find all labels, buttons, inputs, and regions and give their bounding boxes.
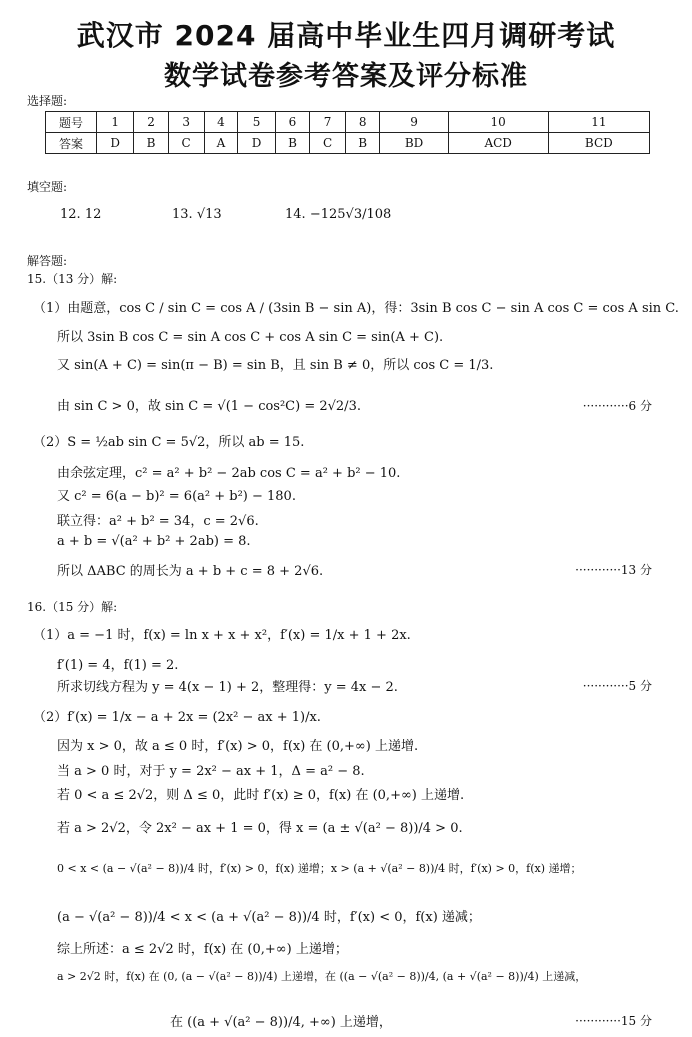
answer-cell: B [134, 133, 168, 154]
fill-label: 12. [60, 207, 81, 222]
row-label: 题号 [46, 112, 97, 133]
score-mark: ············15 分 [575, 1014, 652, 1028]
p15-line: 所以 3sin B cos C = sin A cos C + cos A sin C = sin(A + C). [57, 330, 444, 345]
answer-cell: B [345, 133, 379, 154]
p16-line: 若 a > 2√2，令 2x² − ax + 1 = 0，得 x = (a ± √(a² − 8))/4 > 0. [57, 821, 463, 836]
question-number: 6 [275, 112, 309, 133]
p16-line: 0 < x < (a − √(a² − 8))/4 时，f′(x) > 0，f(x) 递增；x > (a + √(a² − 8))/4 时，f′(x) > 0，f(x) 递增； [57, 862, 582, 875]
question-number: 7 [310, 112, 346, 133]
question-number-row [46, 112, 650, 133]
p15-line: 由余弦定理，c² = a² + b² − 2ab cos C = a² + b² − 10. [57, 466, 401, 481]
p15-line: 联立得：a² + b² = 34，c = 2√6. [57, 514, 259, 529]
title-line-2: 数学试卷参考答案及评分标准 [164, 61, 528, 92]
p15-line: 所以 ΔABC 的周长为 a + b + c = 8 + 2√6. [57, 564, 324, 579]
question-number: 3 [168, 112, 204, 133]
answer-row [46, 133, 650, 154]
p16-line: (a − √(a² − 8))/4 < x < (a + √(a² − 8))/4 时，f′(x) < 0，f(x) 递减； [57, 910, 481, 925]
fill-heading: 填空题: [27, 180, 68, 194]
p16-line: 因为 x > 0，故 a ≤ 0 时，f′(x) > 0，f(x) 在 (0,+∞) 上递增. [57, 739, 419, 754]
p15-line: a + b = √(a² + b² + 2ab) = 8. [57, 534, 251, 549]
row-label: 答案 [46, 133, 97, 154]
title-line-1: 武汉市 2024 届高中毕业生四月调研考试 [76, 19, 616, 52]
question-number: 1 [97, 112, 134, 133]
fill-item-13 [172, 207, 222, 222]
answer-cell: BCD [548, 133, 649, 154]
choice-heading: 选择题: [27, 94, 68, 108]
fill-value: 12 [84, 207, 102, 222]
question-number: 10 [448, 112, 548, 133]
answer-cell: D [97, 133, 134, 154]
score-mark: ············13 分 [575, 563, 652, 577]
answer-cell: D [238, 133, 275, 154]
p16-line: 在 ((a + √(a² − 8))/4, +∞) 上递增， [170, 1015, 392, 1030]
p16-line: 综上所述：a ≤ 2√2 时，f(x) 在 (0,+∞) 上递增； [57, 942, 348, 957]
p15-line: 又 sin(A + C) = sin(π − B) = sin B，且 sin B ≠ 0，所以 cos C = 1/3. [57, 358, 494, 373]
question-number: 8 [345, 112, 379, 133]
question-number: 2 [134, 112, 168, 133]
answer-cell: A [204, 133, 238, 154]
problem-16-header: 16.（15 分）解: [27, 600, 118, 614]
fill-value: −125√3/108 [309, 207, 392, 222]
fill-label: 14. [285, 207, 306, 222]
answer-table [45, 111, 650, 154]
p16-line: （1）a = −1 时，f(x) = ln x + x + x²，f′(x) = 1/x + 1 + 2x. [33, 628, 411, 643]
score-mark: ············6 分 [582, 399, 652, 413]
p15-line: 又 c² = 6(a − b)² = 6(a² + b²) − 180. [57, 489, 296, 504]
question-number: 4 [204, 112, 238, 133]
p16-line: 若 0 < a ≤ 2√2，则 Δ ≤ 0，此时 f′(x) ≥ 0，f(x) 在 (0,+∞) 上递增. [57, 788, 465, 803]
fill-item-12 [60, 207, 101, 222]
p16-line: f′(1) = 4，f(1) = 2. [57, 658, 179, 673]
fill-label: 13. [172, 207, 193, 222]
question-number: 11 [548, 112, 649, 133]
answer-cell: B [275, 133, 309, 154]
p15-line: （2）S = ½ab sin C = 5√2，所以 ab = 15. [33, 435, 305, 450]
answer-cell: C [310, 133, 346, 154]
solve-heading: 解答题: [27, 254, 68, 268]
p15-line: （1）由题意，cos C / sin C = cos A / (3sin B − sin A)，得：3sin B cos C − sin A cos C = cos A sin C. [33, 301, 679, 316]
score-mark: ············5 分 [582, 679, 652, 693]
fill-value: √13 [196, 207, 222, 222]
problem-15-header: 15.（13 分）解: [27, 272, 118, 286]
p16-line: （2）f′(x) = 1/x − a + 2x = (2x² − ax + 1)/x. [33, 710, 321, 725]
answer-cell: BD [380, 133, 448, 154]
p16-line: 所求切线方程为 y = 4(x − 1) + 2，整理得：y = 4x − 2. [57, 680, 398, 695]
p16-line: a > 2√2 时，f(x) 在 (0, (a − √(a² − 8))/4) 上递增，在 ((a − √(a² − 8))/4, (a + √(a² − 8))/4) 上递减， [57, 970, 587, 983]
question-number: 9 [380, 112, 448, 133]
question-number: 5 [238, 112, 275, 133]
fill-item-14 [285, 207, 391, 222]
p15-line: 由 sin C > 0，故 sin C = √(1 − cos²C) = 2√2/3. [57, 399, 361, 414]
answer-cell: ACD [448, 133, 548, 154]
answer-cell: C [168, 133, 204, 154]
p16-line: 当 a > 0 时，对于 y = 2x² − ax + 1，Δ = a² − 8. [57, 764, 365, 779]
